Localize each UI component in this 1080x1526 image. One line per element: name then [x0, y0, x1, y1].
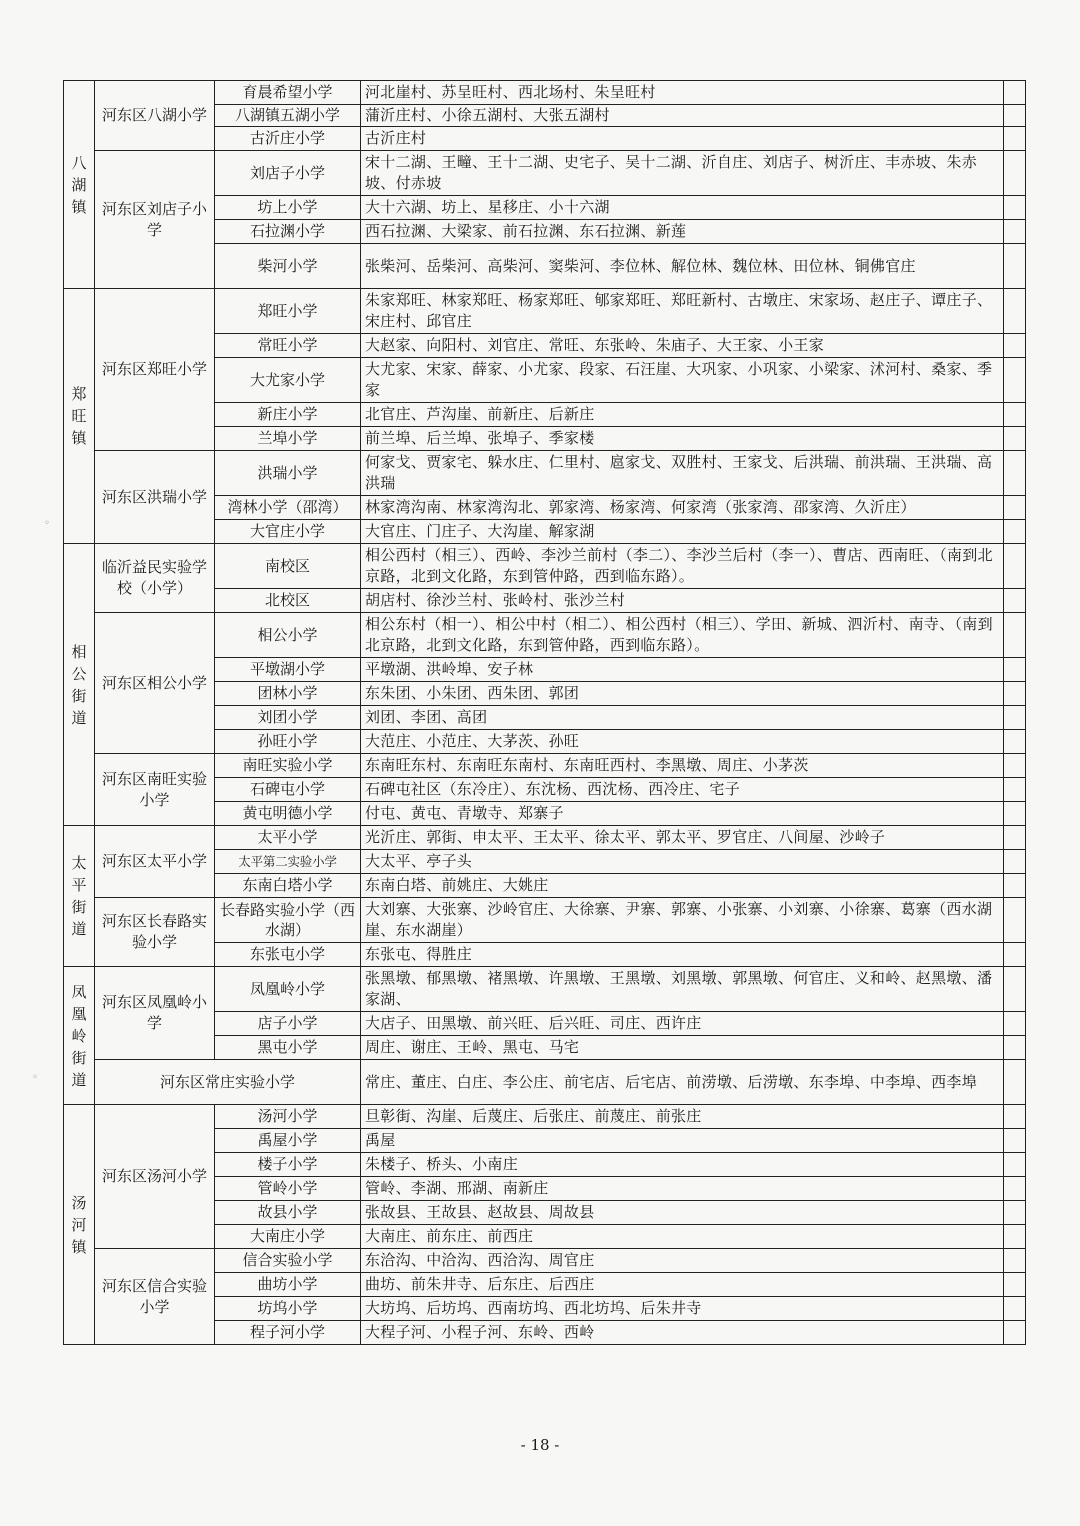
district-school-cell: 河东区长春路实验小学 — [95, 898, 215, 967]
area-cell: 大官庄、门庄子、大沟崖、解家湖 — [361, 520, 1004, 544]
school-cell: 石拉渊小学 — [215, 220, 361, 244]
blank-cell — [1004, 658, 1026, 682]
blank-cell — [1004, 334, 1026, 358]
area-cell: 大十六湖、坊上、星移庄、小十六湖 — [361, 196, 1004, 220]
school-cell: 信合实验小学 — [215, 1249, 361, 1273]
school-cell: 团林小学 — [215, 682, 361, 706]
district-school-cell: 河东区八湖小学 — [95, 81, 215, 151]
area-cell: 相公西村（相三）、西岭、李沙兰前村（李二）、李沙兰后村（李一）、曹店、西南旺、（南到北京路，北到文化路，东到管仲路，西到临东路）。 — [361, 544, 1004, 589]
blank-cell — [1004, 730, 1026, 754]
area-cell: 大太平、亭子头 — [361, 850, 1004, 874]
blank-cell — [1004, 244, 1026, 289]
blank-cell — [1004, 496, 1026, 520]
blank-cell — [1004, 613, 1026, 658]
blank-cell — [1004, 1153, 1026, 1177]
page-number: - 18 - — [520, 1436, 560, 1454]
school-cell: 郑旺小学 — [215, 289, 361, 334]
street-name: 八湖镇 — [71, 153, 87, 216]
school-cell: 大官庄小学 — [215, 520, 361, 544]
area-cell: 蒲沂庄村、小徐五湖村、大张五湖村 — [361, 105, 1004, 127]
school-cell: 大南庄小学 — [215, 1225, 361, 1249]
blank-cell — [1004, 778, 1026, 802]
school-cell: 石碑屯小学 — [215, 778, 361, 802]
blank-cell — [1004, 105, 1026, 127]
school-cell: 程子河小学 — [215, 1321, 361, 1345]
district-school-cell: 河东区常庄实验小学 — [95, 1060, 361, 1105]
school-cell: 南旺实验小学 — [215, 754, 361, 778]
area-cell: 东洽沟、中洽沟、西洽沟、周官庄 — [361, 1249, 1004, 1273]
district-school-cell: 河东区信合实验小学 — [95, 1249, 215, 1345]
blank-cell — [1004, 1060, 1026, 1105]
area-cell: 朱楼子、桥头、小南庄 — [361, 1153, 1004, 1177]
district-school-cell: 河东区凤凰岭小学 — [95, 967, 215, 1060]
area-cell: 旦彰街、沟崖、后蔑庄、后张庄、前蔑庄、前张庄 — [361, 1105, 1004, 1129]
blank-cell — [1004, 874, 1026, 898]
school-cell: 常旺小学 — [215, 334, 361, 358]
area-cell: 张故县、王故县、赵故县、周故县 — [361, 1201, 1004, 1225]
district-school-cell: 河东区汤河小学 — [95, 1105, 215, 1249]
area-cell: 胡店村、徐沙兰村、张岭村、张沙兰村 — [361, 589, 1004, 613]
school-cell: 凤凰岭小学 — [215, 967, 361, 1012]
school-cell: 相公小学 — [215, 613, 361, 658]
school-cell: 柴河小学 — [215, 244, 361, 289]
blank-cell — [1004, 682, 1026, 706]
street-name: 太平街道 — [71, 854, 87, 938]
table-row — [64, 967, 1026, 1012]
district-school-cell: 河东区相公小学 — [95, 613, 215, 754]
blank-cell — [1004, 967, 1026, 1012]
school-cell: 店子小学 — [215, 1012, 361, 1036]
area-cell: 禹屋 — [361, 1129, 1004, 1153]
school-cell: 兰埠小学 — [215, 427, 361, 451]
blank-cell — [1004, 1297, 1026, 1321]
area-cell: 大南庄、前东庄、前西庄 — [361, 1225, 1004, 1249]
area-cell: 朱家郑旺、林家郑旺、杨家郑旺、郇家郑旺、郑旺新村、古墩庄、宋家场、赵庄子、谭庄子、宋庄村、邱官庄 — [361, 289, 1004, 334]
school-cell: 太平小学 — [215, 826, 361, 850]
school-cell: 南校区 — [215, 544, 361, 589]
street-cell — [64, 826, 95, 967]
blank-cell — [1004, 1273, 1026, 1297]
area-cell: 光沂庄、郭街、申太平、王太平、徐太平、郭太平、罗官庄、八间屋、沙岭子 — [361, 826, 1004, 850]
area-cell: 平墩湖、洪岭埠、安子林 — [361, 658, 1004, 682]
school-cell: 孙旺小学 — [215, 730, 361, 754]
school-cell: 汤河小学 — [215, 1105, 361, 1129]
school-cell: 黑屯小学 — [215, 1036, 361, 1060]
blank-cell — [1004, 81, 1026, 105]
area-cell: 东张屯、得胜庄 — [361, 943, 1004, 967]
area-cell: 东南白塔、前姚庄、大姚庄 — [361, 874, 1004, 898]
blank-cell — [1004, 544, 1026, 589]
table-row — [64, 826, 1026, 850]
table-row — [64, 544, 1026, 589]
school-cell: 楼子小学 — [215, 1153, 361, 1177]
area-cell: 大程子河、小程子河、东岭、西岭 — [361, 1321, 1004, 1345]
school-zoning-table — [63, 80, 1026, 1345]
area-cell: 宋十二湖、王疃、王十二湖、史宅子、吴十二湖、沂自庄、刘店子、树沂庄、丰赤坡、朱赤坡、付赤坡 — [361, 151, 1004, 196]
area-cell: 周庄、谢庄、王岭、黑屯、马宅 — [361, 1036, 1004, 1060]
area-cell: 大范庄、小范庄、大茅茨、孙旺 — [361, 730, 1004, 754]
street-cell — [64, 1105, 95, 1345]
area-cell: 刘团、李团、高团 — [361, 706, 1004, 730]
blank-cell — [1004, 1201, 1026, 1225]
district-school-cell: 河东区南旺实验小学 — [95, 754, 215, 826]
blank-cell — [1004, 520, 1026, 544]
blank-cell — [1004, 589, 1026, 613]
school-cell: 黄屯明德小学 — [215, 802, 361, 826]
school-cell: 东张屯小学 — [215, 943, 361, 967]
school-cell: 古沂庄小学 — [215, 127, 361, 151]
blank-cell — [1004, 358, 1026, 403]
blank-cell — [1004, 1129, 1026, 1153]
table-row — [64, 898, 1026, 943]
school-cell: 坊坞小学 — [215, 1297, 361, 1321]
area-cell: 付屯、黄屯、青墩寺、郑寨子 — [361, 802, 1004, 826]
area-cell: 大刘寨、大张寨、沙岭官庄、大徐寨、尹寨、郭寨、小张寨、小刘寨、小徐寨、葛寨（西水湖崖、东水湖崖） — [361, 898, 1004, 943]
area-cell: 北官庄、芦沟崖、前新庄、后新庄 — [361, 403, 1004, 427]
district-school-cell: 临沂益民实验学校（小学） — [95, 544, 215, 613]
district-school-cell: 河东区太平小学 — [95, 826, 215, 898]
blank-cell — [1004, 451, 1026, 496]
area-cell: 管岭、李湖、邢湖、南新庄 — [361, 1177, 1004, 1201]
table-row — [64, 1249, 1026, 1273]
school-cell: 洪瑞小学 — [215, 451, 361, 496]
street-name: 相公街道 — [71, 642, 87, 727]
blank-cell — [1004, 151, 1026, 196]
street-cell — [64, 289, 95, 544]
school-cell: 平墩湖小学 — [215, 658, 361, 682]
table-row — [64, 1060, 1026, 1105]
blank-cell — [1004, 127, 1026, 151]
school-cell: 坊上小学 — [215, 196, 361, 220]
school-cell: 刘店子小学 — [215, 151, 361, 196]
area-cell: 大坊坞、后坊坞、西南坊坞、西北坊坞、后朱井寺 — [361, 1297, 1004, 1321]
blank-cell — [1004, 943, 1026, 967]
street-cell — [64, 967, 95, 1105]
school-cell: 东南白塔小学 — [215, 874, 361, 898]
table-row — [64, 451, 1026, 496]
area-cell: 西石拉渊、大梁家、前石拉渊、东石拉渊、新莲 — [361, 220, 1004, 244]
blank-cell — [1004, 1105, 1026, 1129]
school-cell: 长春路实验小学（西水湖） — [215, 898, 361, 943]
blank-cell — [1004, 427, 1026, 451]
table-row — [64, 81, 1026, 105]
street-cell — [64, 544, 95, 826]
area-cell: 大尤家、宋家、薛家、小尤家、段家、石汪崖、大巩家、小巩家、小梁家、沭河村、桑家、季家 — [361, 358, 1004, 403]
district-school-cell: 河东区洪瑞小学 — [95, 451, 215, 544]
school-cell: 湾林小学（邵湾） — [215, 496, 361, 520]
area-cell: 古沂庄村 — [361, 127, 1004, 151]
street-cell — [64, 81, 95, 289]
area-cell: 大赵家、向阳村、刘官庄、常旺、东张岭、朱庙子、大王家、小王家 — [361, 334, 1004, 358]
blank-cell — [1004, 1012, 1026, 1036]
school-cell: 太平第二实验小学 — [215, 850, 361, 874]
blank-cell — [1004, 1321, 1026, 1345]
school-cell: 管岭小学 — [215, 1177, 361, 1201]
blank-cell — [1004, 403, 1026, 427]
area-cell: 东南旺东村、东南旺东南村、东南旺西村、李黑墩、周庄、小茅茨 — [361, 754, 1004, 778]
blank-cell — [1004, 196, 1026, 220]
area-cell: 曲坊、前朱井寺、后东庄、后西庄 — [361, 1273, 1004, 1297]
blank-cell — [1004, 802, 1026, 826]
blank-cell — [1004, 826, 1026, 850]
table-row — [64, 613, 1026, 658]
area-cell: 张黑墩、郁黑墩、褚黑墩、许黑墩、王黑墩、刘黑墩、郭黑墩、何官庄、义和岭、赵黑墩、潘家湖、 — [361, 967, 1004, 1012]
scan-mark: ◦ — [32, 1072, 38, 1083]
area-cell: 常庄、董庄、白庄、李公庄、前宅店、后宅店、前涝墩、后涝墩、东李埠、中李埠、西李埠 — [361, 1060, 1004, 1105]
blank-cell — [1004, 1249, 1026, 1273]
area-cell: 林家湾沟南、林家湾沟北、郭家湾、杨家湾、何家湾（张家湾、邵家湾、久沂庄） — [361, 496, 1004, 520]
area-cell: 前兰埠、后兰埠、张埠子、季家楼 — [361, 427, 1004, 451]
school-cell: 故县小学 — [215, 1201, 361, 1225]
street-name: 凤凰岭街道 — [71, 982, 87, 1089]
table-row — [64, 754, 1026, 778]
blank-cell — [1004, 706, 1026, 730]
school-cell: 八湖镇五湖小学 — [215, 105, 361, 127]
area-cell: 相公东村（相一）、相公中村（相二）、相公西村（相三）、学田、新城、泗沂村、南寺、（南到北京路，北到文化路，东到管仲路，西到临东路）。 — [361, 613, 1004, 658]
blank-cell — [1004, 1225, 1026, 1249]
school-cell: 新庄小学 — [215, 403, 361, 427]
school-cell: 大尤家小学 — [215, 358, 361, 403]
school-cell: 育晨希望小学 — [215, 81, 361, 105]
blank-cell — [1004, 850, 1026, 874]
street-name: 汤河镇 — [71, 1193, 87, 1256]
blank-cell — [1004, 754, 1026, 778]
table-row — [64, 1105, 1026, 1129]
blank-cell — [1004, 220, 1026, 244]
blank-cell — [1004, 289, 1026, 334]
scan-mark: ◦ — [44, 518, 50, 529]
street-name: 郑旺镇 — [71, 385, 87, 447]
table-row — [64, 151, 1026, 196]
table-row — [64, 289, 1026, 334]
area-cell: 河北崖村、苏呈旺村、西北场村、朱呈旺村 — [361, 81, 1004, 105]
school-cell: 刘团小学 — [215, 706, 361, 730]
school-cell: 北校区 — [215, 589, 361, 613]
area-cell: 东朱团、小朱团、西朱团、郭团 — [361, 682, 1004, 706]
district-school-cell: 河东区刘店子小学 — [95, 151, 215, 289]
school-cell: 曲坊小学 — [215, 1273, 361, 1297]
area-cell: 张柴河、岳柴河、高柴河、窦柴河、李位林、解位林、魏位林、田位林、铜佛官庄 — [361, 244, 1004, 289]
area-cell: 石碑屯社区（东冷庄）、东沈杨、西沈杨、西冷庄、宅子 — [361, 778, 1004, 802]
school-cell: 禹屋小学 — [215, 1129, 361, 1153]
district-school-cell: 河东区郑旺小学 — [95, 289, 215, 451]
area-cell: 大店子、田黑墩、前兴旺、后兴旺、司庄、西许庄 — [361, 1012, 1004, 1036]
blank-cell — [1004, 898, 1026, 943]
blank-cell — [1004, 1036, 1026, 1060]
blank-cell — [1004, 1177, 1026, 1201]
area-cell: 何家戈、贾家宅、躲水庄、仁里村、扈家戈、双胜村、王家戈、后洪瑞、前洪瑞、王洪瑞、高洪瑞 — [361, 451, 1004, 496]
